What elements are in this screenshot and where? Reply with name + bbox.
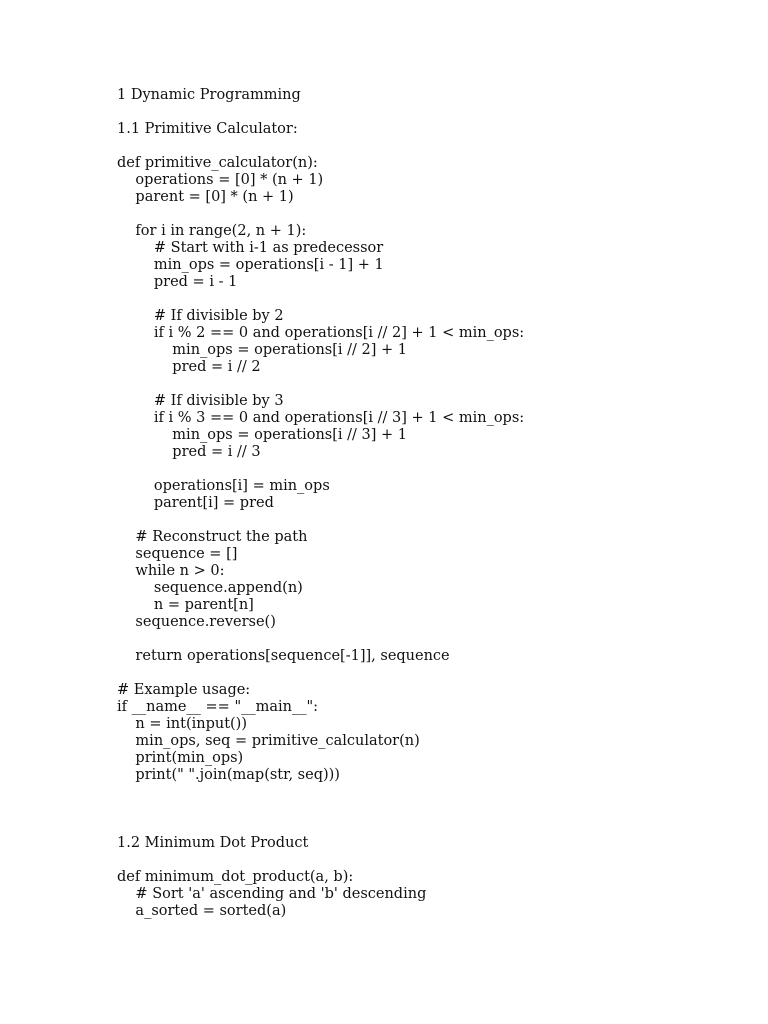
code-line [117, 631, 737, 648]
code-line: def minimum_dot_product(a, b): [117, 869, 354, 885]
code-line [117, 461, 737, 478]
code-line [117, 512, 737, 529]
code-line: if i % 2 == 0 and operations[i // 2] + 1 < min_ops: [117, 325, 525, 341]
code-line: operations[i] = min_ops [117, 478, 330, 494]
code-line: pred = i // 3 [117, 444, 261, 460]
code-line: if i % 3 == 0 and operations[i // 3] + 1 < min_ops: [117, 410, 525, 426]
code-line [117, 665, 737, 682]
code-line: # Start with i-1 as predecessor [117, 240, 384, 256]
section-title: 1 Dynamic Programming [117, 87, 301, 103]
code-line: min_ops = operations[i // 3] + 1 [117, 427, 408, 443]
code-line: n = parent[n] [117, 597, 254, 613]
document-content [117, 87, 737, 920]
code-line: sequence = [] [117, 546, 238, 562]
code-line: sequence.reverse() [117, 614, 276, 630]
code-line [117, 291, 737, 308]
code-line: def primitive_calculator(n): [117, 155, 318, 171]
code-line: min_ops = operations[i // 2] + 1 [117, 342, 408, 358]
spacer [117, 138, 737, 155]
code-line: pred = i // 2 [117, 359, 261, 375]
code-line: for i in range(2, n + 1): [117, 223, 307, 239]
code-line: print(min_ops) [117, 750, 244, 766]
code-line: # Reconstruct the path [117, 529, 308, 545]
code-line: parent = [0] * (n + 1) [117, 189, 294, 205]
code-line: # If divisible by 3 [117, 393, 284, 409]
code-line: parent[i] = pred [117, 495, 274, 511]
spacer [117, 784, 737, 835]
code-block-minimum-dot-product [117, 869, 737, 920]
code-line: # Example usage: [117, 682, 251, 698]
code-line [117, 206, 737, 223]
code-line: a_sorted = sorted(a) [117, 903, 287, 919]
code-line: # Sort 'a' ascending and 'b' descending [117, 886, 427, 902]
code-line: if __name__ == "__main__": [117, 699, 319, 715]
subsection-title-minimum-dot-product: 1.2 Minimum Dot Product [117, 835, 309, 851]
code-line: # If divisible by 2 [117, 308, 284, 324]
code-line: sequence.append(n) [117, 580, 303, 596]
code-block-primitive-calculator [117, 155, 737, 784]
code-line: while n > 0: [117, 563, 225, 579]
code-line: return operations[sequence[-1]], sequence [117, 648, 450, 664]
subsection-title-primitive-calculator: 1.1 Primitive Calculator: [117, 121, 298, 137]
code-line: pred = i - 1 [117, 274, 238, 290]
code-line: operations = [0] * (n + 1) [117, 172, 324, 188]
spacer [117, 852, 737, 869]
code-line [117, 376, 737, 393]
code-line: min_ops = operations[i - 1] + 1 [117, 257, 384, 273]
spacer [117, 104, 737, 121]
code-line: n = int(input()) [117, 716, 247, 732]
code-line: min_ops, seq = primitive_calculator(n) [117, 733, 420, 749]
code-line: print(" ".join(map(str, seq))) [117, 767, 340, 783]
